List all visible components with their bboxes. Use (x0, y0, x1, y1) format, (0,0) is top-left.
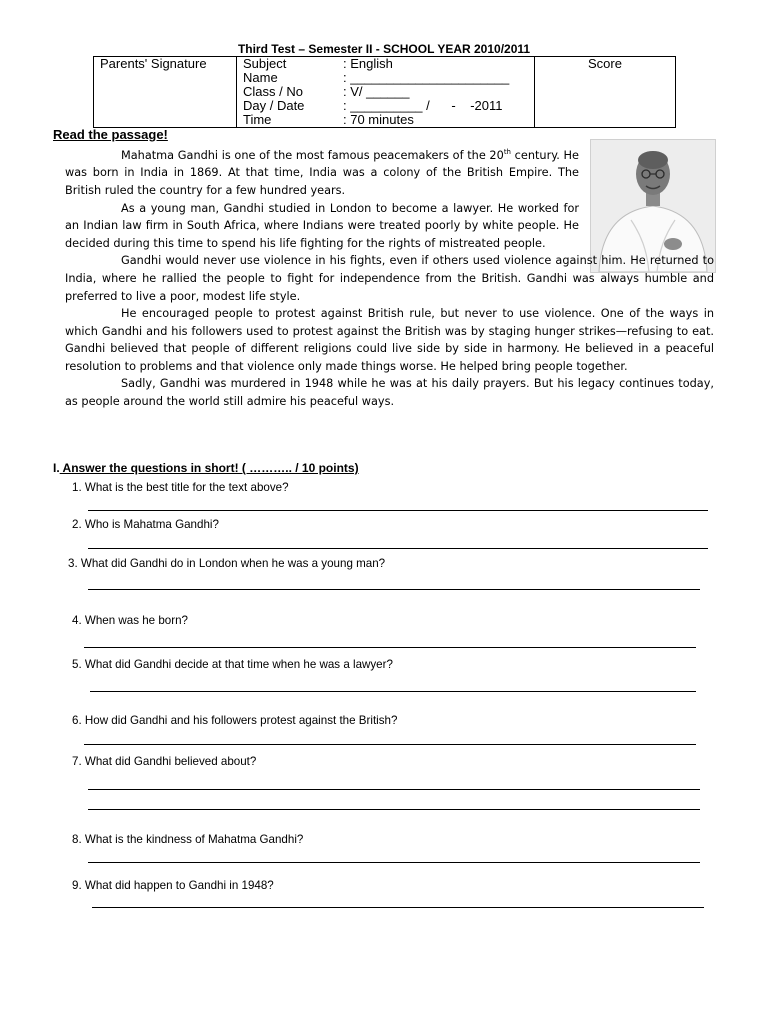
parents-signature-label: Parents' Signature (100, 56, 207, 71)
question-7: 7. What did Gandhi believed about? (72, 755, 257, 768)
answer-line[interactable] (90, 691, 696, 692)
passage-paragraph-1 (65, 144, 579, 200)
question-9: 9. What did happen to Gandhi in 1948? (72, 879, 274, 892)
test-info-cell (237, 57, 535, 128)
answer-line[interactable] (88, 548, 708, 549)
passage-paragraph-3: Gandhi would never use violence in his fights, even if others used violence against him. He returned to India, where he rallied the people to fight for independence from the British. Gandhi was always humble and preferred to live a poor, modest life style. (65, 254, 714, 303)
passage-heading: Read the passage! (53, 127, 168, 142)
name-label: Name (243, 70, 278, 85)
question-6: 6. How did Gandhi and his followers protest against the British? (72, 714, 398, 727)
time-row (243, 113, 528, 127)
passage-paragraph-2: As a young man, Gandhi studied in London to become a lawyer. He worked for an Indian law firm in South Africa, where Indians were treated poorly by white people. He decided during this time to spend his life fighting for the rights of mistreated people. (65, 201, 579, 250)
answer-line[interactable] (88, 862, 700, 863)
question-4: 4. When was he born? (72, 614, 189, 627)
section-1-number: I. (53, 461, 60, 475)
class-value: : V/ ______ (343, 84, 410, 99)
score-label: Score (588, 56, 622, 71)
passage-paragraph-4: He encouraged people to protest against British rule, but never to use violence. One of the ways in which Gandhi and his followers used to protest against the British was by staging hunger strikes—refusing to eat. Gandhi believed that people of different religions could live side by side in harmony. He believed in a peaceful resolution to problems and that violence only made things worse. He helped bring people together. (65, 307, 714, 373)
page-title: Third Test – Semester II - SCHOOL YEAR 2010/2011 (237, 42, 531, 56)
passage-text (65, 144, 714, 411)
answer-line[interactable] (84, 647, 696, 648)
section-1-title: Answer the questions in short! ( ……….. / 10 points) (59, 461, 359, 475)
date-label: Day / Date (243, 98, 305, 113)
subject-label: Subject (243, 56, 287, 71)
passage-paragraph-5: Sadly, Gandhi was murdered in 1948 while he was at his daily prayers. But his legacy continues today, as people around the world still admire his peaceful ways. (65, 377, 714, 409)
name-value: : ______________________ (343, 70, 510, 85)
superscript-th: th (503, 148, 511, 156)
question-2: 2. Who is Mahatma Gandhi? (72, 518, 219, 531)
answer-line[interactable] (88, 589, 700, 590)
time-value: : 70 minutes (343, 112, 414, 127)
answer-line[interactable] (84, 744, 696, 745)
answer-line[interactable] (88, 809, 700, 810)
question-5: 5. What did Gandhi decide at that time when he was a lawyer? (72, 658, 393, 671)
subject-row (243, 57, 528, 71)
question-1: 1. What is the best title for the text above? (72, 481, 289, 494)
question-8: 8. What is the kindness of Mahatma Gandhi? (72, 833, 304, 846)
score-cell (535, 57, 676, 128)
answer-line[interactable] (88, 789, 700, 790)
class-row (243, 85, 528, 99)
answer-line[interactable] (92, 907, 704, 908)
parents-signature-cell (94, 57, 237, 128)
class-label: Class / No (243, 84, 303, 99)
date-row (243, 99, 528, 113)
header-table (93, 56, 676, 128)
question-3: 3. What did Gandhi do in London when he was a young man? (68, 557, 386, 570)
section-1-heading (53, 461, 359, 475)
paragraph-1-end: century. He was born in India in 1869. At that time, India was a colony of the British Empire. The British ruled the country for a few hundred years. (65, 148, 579, 197)
name-row (243, 71, 528, 85)
paragraph-1-start: Mahatma Gandhi is one of the most famous peacemakers of the 20 (121, 148, 504, 162)
time-label: Time (243, 112, 272, 127)
answer-line[interactable] (88, 510, 708, 511)
subject-value: : English (343, 56, 393, 71)
date-value: : __________ / - -2011 (343, 98, 503, 113)
